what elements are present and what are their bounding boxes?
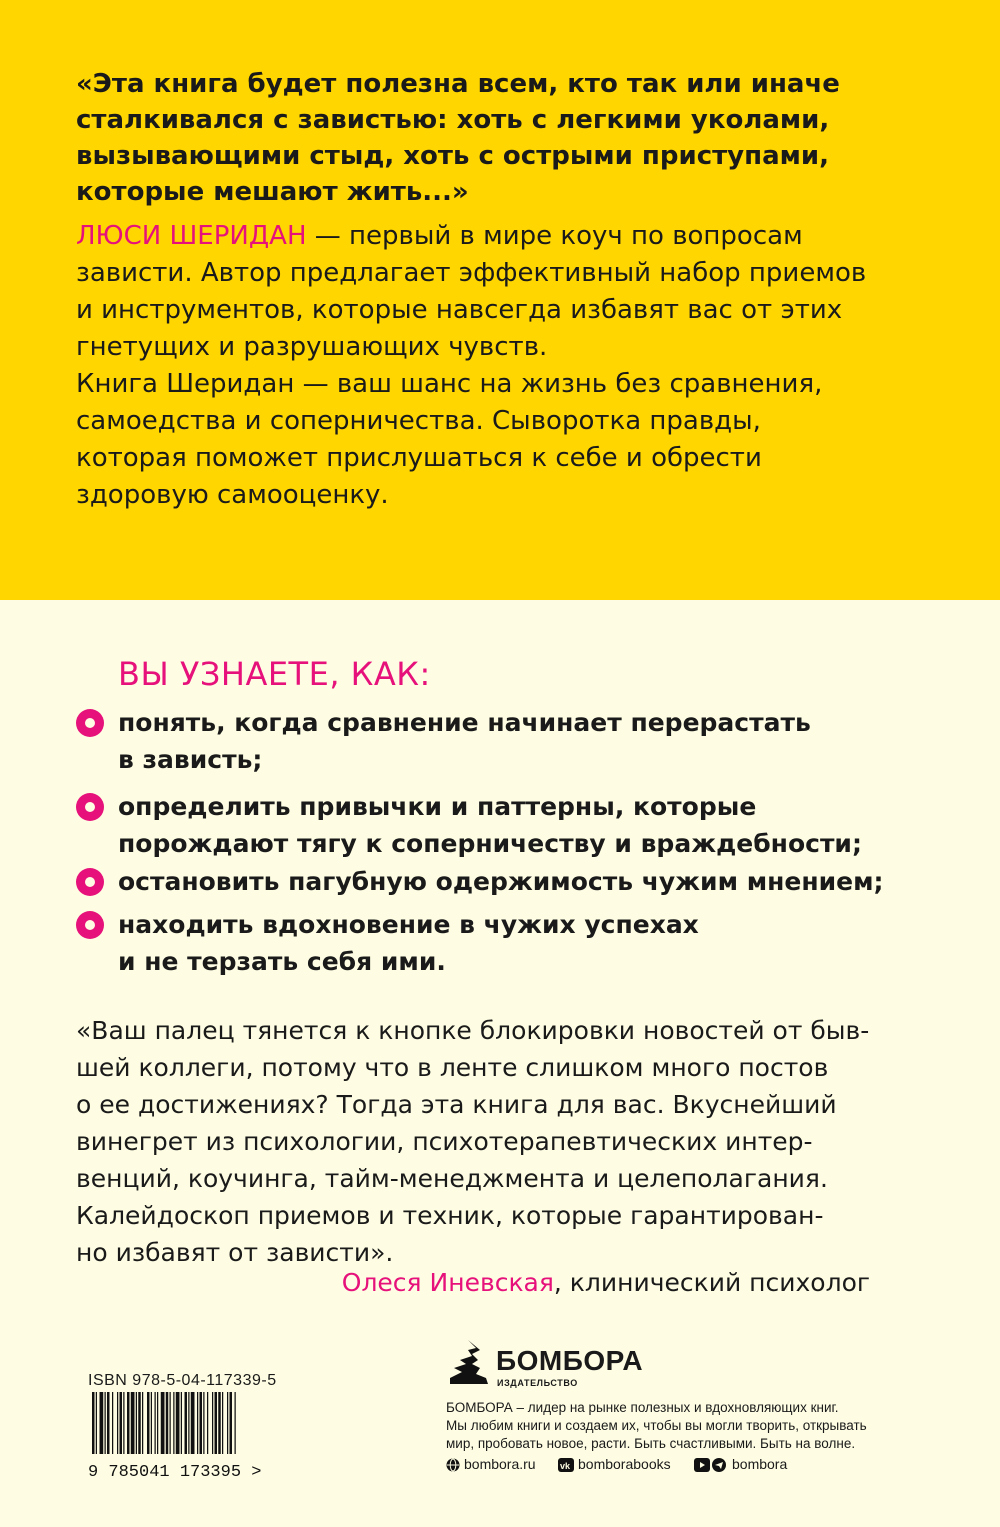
learn-item-text [118, 788, 918, 862]
barcode-bar [212, 1392, 213, 1454]
learn-heading: ВЫ УЗНАЕТЕ, КАК: [118, 655, 431, 693]
learn-item-line: находить вдохновение в чужих успехах [118, 910, 699, 939]
pitch-line: здоровую самооценку. [76, 480, 389, 510]
bullet-dot-icon [76, 793, 104, 821]
author-name: ЛЮСИ ШЕРИДАН [76, 221, 307, 251]
review-line: о ее достижениях? Тогда эта книга для вас. Вкуснейший [76, 1090, 837, 1119]
barcode-bar [112, 1392, 113, 1454]
quote-line: которые мешают жить...» [76, 177, 469, 207]
barcode-digits: 9 785041 173395 > [88, 1463, 262, 1480]
social-link-label: bombora [732, 1456, 788, 1472]
learn-item-line: в зависть; [118, 745, 263, 774]
author-intro-text: — первый в мире коуч по вопросам [306, 221, 803, 251]
barcode-bar [92, 1392, 95, 1454]
social-link-channels[interactable] [694, 1454, 787, 1474]
barcode-bar [185, 1392, 188, 1454]
bullet-dot-icon [76, 868, 104, 896]
barcode-bar [155, 1392, 156, 1454]
barcode-bar [227, 1392, 228, 1454]
barcode-bar [173, 1392, 174, 1454]
barcode-bar [142, 1392, 143, 1454]
publisher-description [446, 1399, 886, 1453]
publisher-description-line: БОМБОРА – лидер на рынке полезных и вдохновляющих книг. [446, 1400, 839, 1415]
barcode-bar [203, 1392, 204, 1454]
publisher-description-line: мир, пробовать новое, расти. Быть счастливыми. Быть на волне. [446, 1436, 856, 1451]
barcode-bar [96, 1392, 97, 1454]
svg-text:vk: vk [560, 1461, 571, 1472]
learn-item-line: порождают тягу к соперничеству и враждебности; [118, 829, 862, 858]
globe-icon [446, 1458, 460, 1472]
review-line: Калейдоскоп приемов и техник, которые гарантирован- [76, 1201, 824, 1230]
barcode-bar [107, 1392, 110, 1454]
isbn-label: ISBN 978-5-04-117339-5 [88, 1372, 277, 1389]
review-author-role: , клинический психолог [553, 1268, 870, 1297]
vk-icon [558, 1458, 574, 1472]
learn-item-line: определить привычки и паттерны, которые [118, 792, 757, 821]
learn-item-line: и не терзать себя ими. [118, 947, 446, 976]
barcode-bar [191, 1392, 195, 1454]
publisher-name: БОМБОРА [496, 1345, 644, 1376]
barcode-bar [230, 1392, 233, 1454]
barcode-bar [218, 1392, 221, 1454]
barcode-bar [181, 1392, 182, 1454]
publisher-sub: ИЗДАТЕЛЬСТВО [497, 1378, 578, 1388]
learn-item-text [118, 906, 918, 980]
barcode-bar [176, 1392, 180, 1454]
barcode-bar [200, 1392, 203, 1454]
barcode-bar [131, 1392, 135, 1454]
barcode-bar [120, 1392, 123, 1454]
barcode-bar [166, 1392, 169, 1454]
barcode-bar [207, 1392, 208, 1454]
barcode [88, 1390, 288, 1480]
bullet-dot-icon [76, 709, 104, 737]
youtube-telegram-icon [694, 1458, 728, 1472]
pitch-line: которая поможет прислушаться к себе и обрести [76, 443, 762, 473]
barcode-bar [147, 1392, 150, 1454]
pitch-line: Книга Шеридан — ваш шанс на жизнь без сравнения, [76, 369, 823, 399]
quote-line: вызывающими стыд, хоть с острыми приступами, [76, 141, 829, 171]
author-intro-text: гнетущих и разрушающих чувств. [76, 332, 548, 362]
review-line: но избавят от зависти». [76, 1238, 394, 1267]
learn-item-line: понять, когда сравнение начинает перерастать [118, 708, 811, 737]
barcode-bar [100, 1392, 104, 1454]
review-line: «Ваш палец тянется к кнопке блокировки новостей от быв- [76, 1016, 870, 1045]
barcode-bar [105, 1392, 106, 1454]
barcode-bar [127, 1392, 130, 1454]
social-link-vk[interactable] [558, 1454, 671, 1474]
barcode-bar [136, 1392, 137, 1454]
pitch-line: самоедства и соперничества. Сыворотка правды, [76, 406, 761, 436]
barcode-bar [117, 1392, 118, 1454]
bombora-logo-icon [446, 1338, 492, 1386]
learn-item-line: остановить пагубную одержимость чужим мнением; [118, 867, 884, 896]
barcode-bar [151, 1392, 152, 1454]
review-attribution [342, 1264, 870, 1301]
social-link-label: bomborabooks [578, 1456, 671, 1472]
book-pitch [76, 366, 956, 514]
quote-line: «Эта книга будет полезна всем, кто так или иначе [76, 69, 840, 99]
bullet-dot-icon [76, 911, 104, 939]
quote-line: сталкивался с завистью: хоть с легкими уколами, [76, 105, 830, 135]
review-quote [76, 1012, 926, 1271]
author-intro [76, 218, 956, 366]
learn-item-text [118, 863, 918, 900]
barcode-bar [138, 1392, 141, 1454]
barcode-bar [188, 1392, 189, 1454]
author-intro-text: зависти. Автор предлагает эффективный набор приемов [76, 258, 867, 288]
publisher-description-line: Мы любим книги и создаем их, чтобы вы могли творить, открывать [446, 1418, 867, 1433]
barcode-bar [235, 1392, 236, 1454]
review-line: шей коллеги, потому что в ленте слишком много постов [76, 1053, 829, 1082]
author-intro-text: и инструментов, которые навсегда избавят вас от этих [76, 295, 843, 325]
barcode-bar [170, 1392, 171, 1454]
cover-quote [76, 66, 936, 210]
review-author-name: Олеся Иневская [341, 1268, 554, 1297]
review-line: венций, коучинга, тайм-менеджмента и целеполагания. [76, 1164, 828, 1193]
barcode-bar [157, 1392, 158, 1454]
social-link-site[interactable] [446, 1454, 536, 1474]
barcode-bar [222, 1392, 223, 1454]
barcode-bar [123, 1392, 124, 1454]
review-line: винегрет из психологии, психотерапевтических интер- [76, 1127, 813, 1156]
learn-item-text [118, 704, 918, 778]
barcode-bar [197, 1392, 198, 1454]
barcode-bar [161, 1392, 165, 1454]
social-links [446, 1454, 906, 1474]
social-link-label: bombora.ru [464, 1456, 536, 1472]
barcode-bar [215, 1392, 218, 1454]
